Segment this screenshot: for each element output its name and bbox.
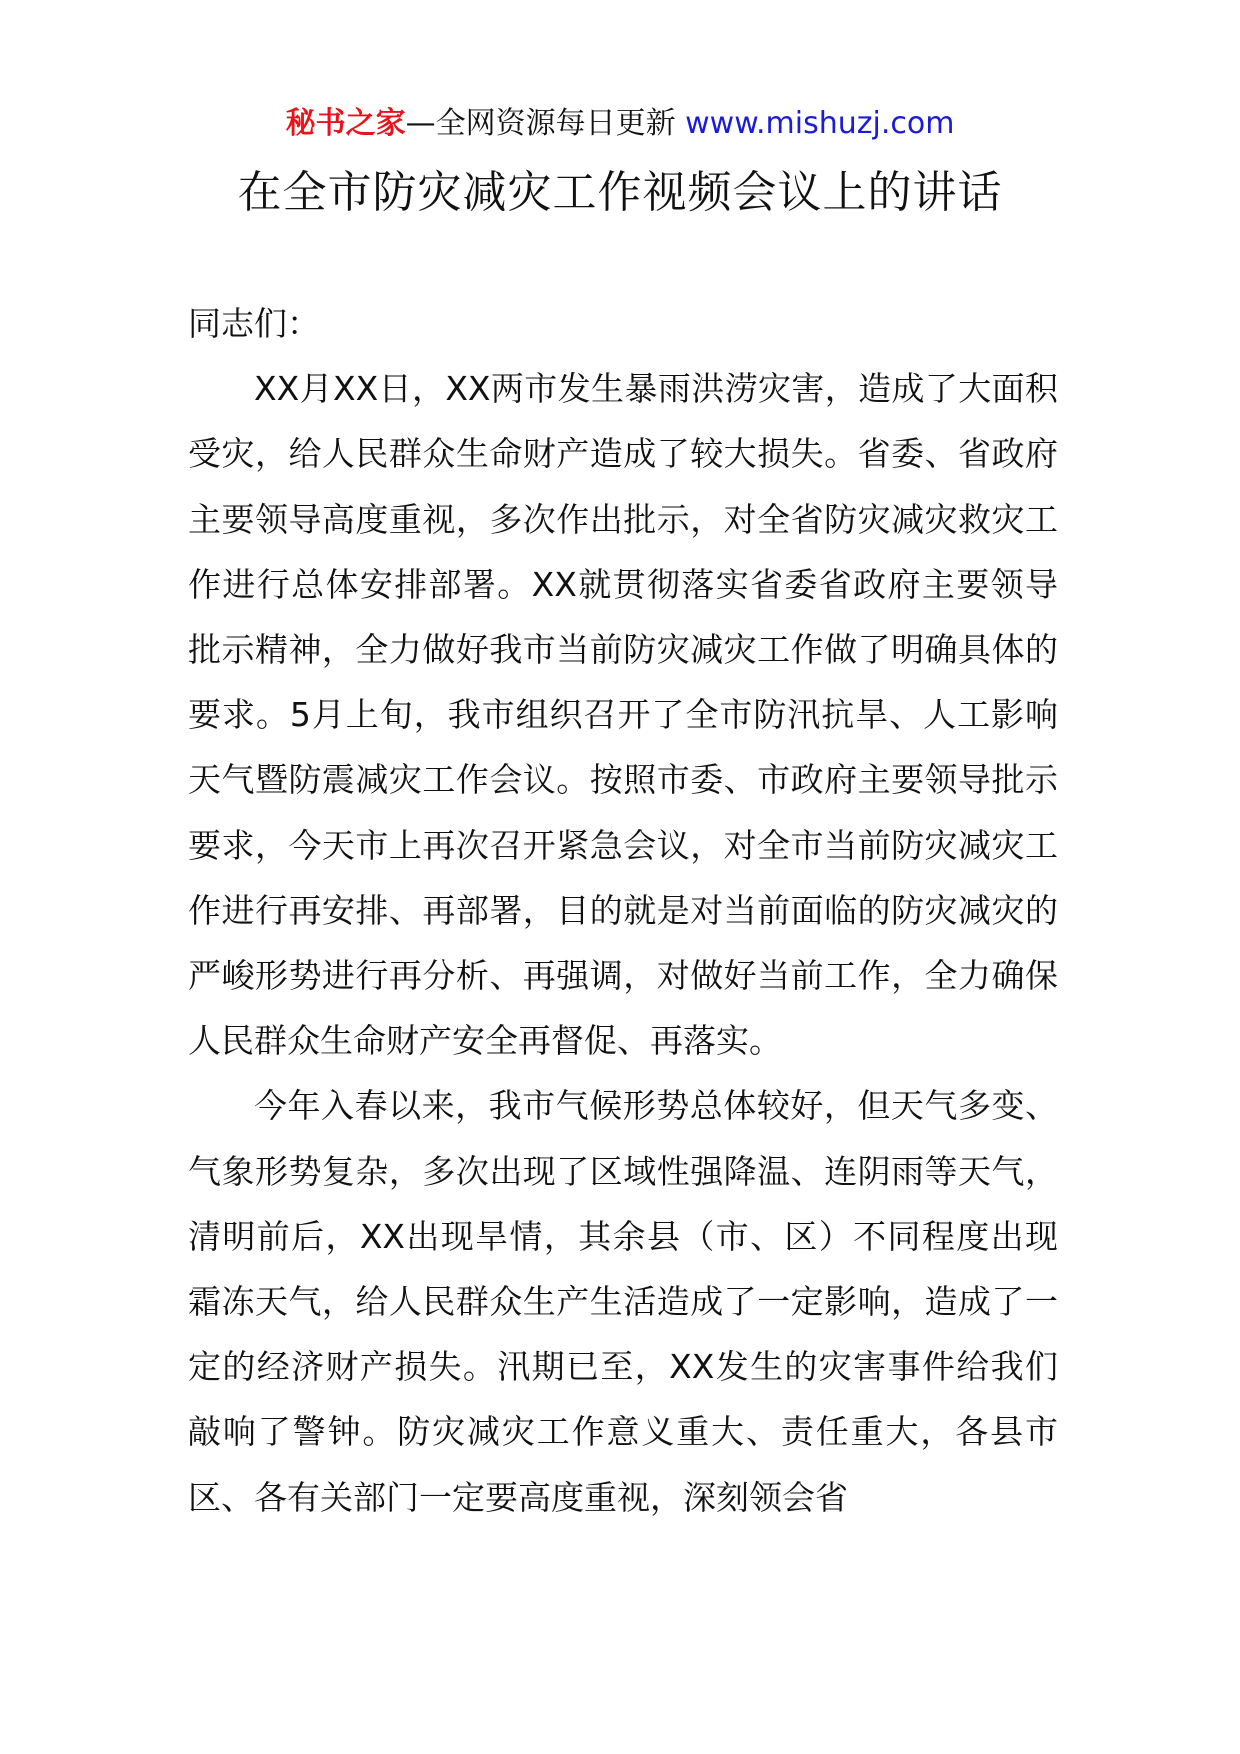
document-title: 在全市防灾减灾工作视频会议上的讲话 [237,167,1003,218]
body-paragraph-1: XX月XX日，XX两市发生暴雨洪涝灾害，造成了大面积受灾，给人民群众生命财产造成了较大损失。省委、省政府主要领导高度重视，多次作出批示，对全省防灾减灾救灾工作进行总体安排部署。XX就贯彻落实省委省政府主要领导批示精神，全力做好我市当前防灾减灾工作做了明确具体的要求。5月上旬，我市组织召开了全市防汛抗旱、人工影响天气暨防震减灾工作会议。按照市委、市政府主要领导批示要求，今天市上再次召开紧急会议，对全市当前防灾减灾工作进行再安排、再部署，目的就是对当前面临的防灾减灾的严峻形势进行再分析、再强调，对做好当前工作，全力确保人民群众生命财产安全再督促、再落实。 [188,369,1058,1061]
site-slogan: —全网资源每日更新 [405,106,686,141]
body-paragraph-2: 今年入春以来，我市气候形势总体较好，但天气多变、气象形势复杂，多次出现了区域性强降温、连阴雨等天气，清明前后，XX出现旱情，其余县（市、区）不同程度出现霜冻天气，给人民群众生产生活造成了一定影响，造成了一定的经济财产损失。汛期已至，XX发生的灾害事件给我们敲响了警钟。防灾减灾工作意义重大、责任重大，各县市区、各有关部门一定要高度重视，深刻领会省 [188,1086,1058,1517]
document-body [188,291,1058,1530]
site-url-link[interactable]: www.mishuzj.com [685,106,955,141]
site-header [0,102,1240,146]
salutation: 同志们： [188,304,320,343]
site-name: 秘书之家 [285,106,406,141]
